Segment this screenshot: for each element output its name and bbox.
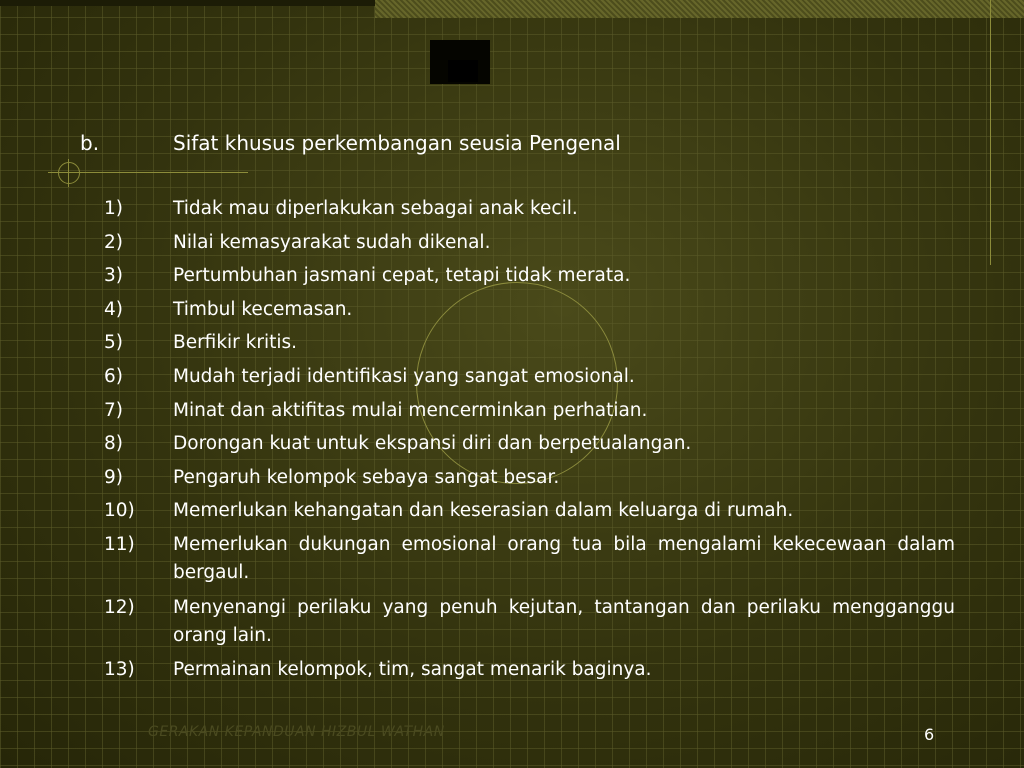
item-text: Pengaruh kelompok sebaya sangat besar. <box>173 466 560 488</box>
item-text: Permainan kelompok, tim, sangat menarik baginya. <box>173 659 652 681</box>
item-text: Minat dan aktifitas mulai mencerminkan perhatian. <box>173 399 648 421</box>
item-number: 3) <box>104 265 123 287</box>
decor-vertical-line <box>990 0 991 265</box>
list-item <box>100 464 955 491</box>
list-item <box>100 656 955 683</box>
item-text: Nilai kemasyarakat sudah dikenal. <box>173 231 491 253</box>
item-number: 12) <box>104 596 135 618</box>
list-item <box>100 262 955 289</box>
top-decor-band <box>0 0 375 6</box>
item-number: 11) <box>104 533 135 555</box>
characteristics-list <box>100 195 955 690</box>
heading-title: Sifat khusus perkembangan seusia Pengenal <box>173 131 621 155</box>
list-item <box>100 497 955 524</box>
list-item <box>100 531 955 587</box>
decor-block-inner <box>448 60 478 82</box>
item-number: 9) <box>104 466 123 488</box>
item-text: Memerlukan dukungan emosional orang tua bila mengalami kekecewaan dalam bergaul. <box>173 533 955 583</box>
list-item <box>100 594 955 650</box>
item-number: 4) <box>104 298 123 320</box>
item-number: 10) <box>104 500 135 522</box>
item-text: Menyenangi perilaku yang penuh kejutan, tantangan dan perilaku mengganggu orang lain. <box>173 596 955 646</box>
footer-watermark-text: GERAKAN KEPANDUAN HIZBUL WATHAN <box>148 724 445 740</box>
list-item <box>100 430 955 457</box>
list-item <box>100 363 955 390</box>
item-text: Tidak mau diperlakukan sebagai anak kecil. <box>173 198 578 219</box>
page-number: 6 <box>924 725 935 744</box>
item-number: 5) <box>104 332 123 354</box>
crosshair-icon <box>58 162 80 184</box>
item-number: 2) <box>104 231 123 253</box>
item-number: 13) <box>104 659 135 681</box>
item-number: 8) <box>104 433 123 455</box>
item-number: 7) <box>104 399 123 421</box>
list-item <box>100 296 955 323</box>
item-text: Pertumbuhan jasmani cepat, tetapi tidak merata. <box>173 265 631 287</box>
item-text: Berfikir kritis. <box>173 332 298 354</box>
item-text: Timbul kecemasan. <box>173 298 353 320</box>
list-item <box>100 397 955 424</box>
item-number: 1) <box>104 198 123 219</box>
top-decor-strip <box>375 0 1024 18</box>
list-item <box>100 329 955 356</box>
heading-letter: b. <box>80 131 100 155</box>
item-number: 6) <box>104 365 123 387</box>
list-item <box>100 229 955 256</box>
item-text: Dorongan kuat untuk ekspansi diri dan berpetualangan. <box>173 433 692 455</box>
list-item <box>100 195 955 222</box>
item-text: Memerlukan kehangatan dan keserasian dalam keluarga di rumah. <box>173 500 794 522</box>
item-text: Mudah terjadi identifikasi yang sangat emosional. <box>173 365 635 387</box>
